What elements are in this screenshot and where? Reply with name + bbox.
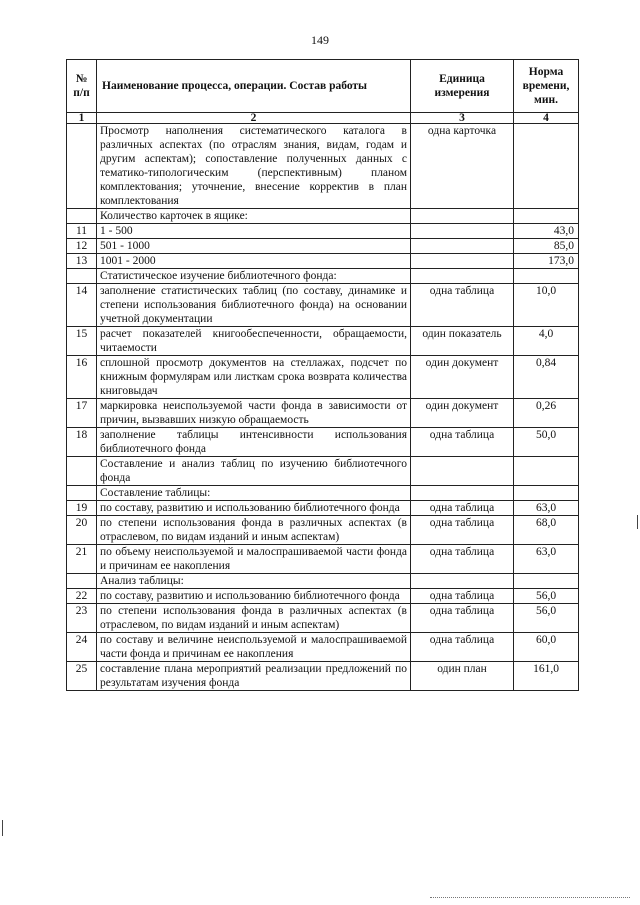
row-process-name: Анализ таблицы: (97, 574, 411, 589)
row-unit: одна таблица (411, 516, 514, 545)
margin-mark (637, 515, 638, 529)
row-unit: одна таблица (411, 633, 514, 662)
table-row (67, 428, 579, 457)
row-unit (411, 209, 514, 224)
row-process-name: 501 - 1000 (97, 239, 411, 254)
row-number: 11 (67, 224, 97, 239)
row-unit: один документ (411, 399, 514, 428)
row-number: 17 (67, 399, 97, 428)
column-number-2: 2 (97, 113, 411, 124)
row-process-name: сплошной просмотр документов на стеллажах, подсчет по книжным формулярам или листкам срока возврата количества книговыдач (97, 356, 411, 399)
table-row (67, 284, 579, 327)
header-number: № п/п (67, 60, 97, 113)
table-row (67, 356, 579, 399)
row-unit (411, 486, 514, 501)
row-time-norm: 85,0 (514, 239, 579, 254)
row-unit (411, 457, 514, 486)
row-number (67, 209, 97, 224)
row-time-norm (514, 124, 579, 209)
row-time-norm: 68,0 (514, 516, 579, 545)
row-time-norm (514, 269, 579, 284)
time-norms-table (66, 59, 579, 691)
row-number (67, 124, 97, 209)
row-process-name: расчет показателей книгообеспеченности, обращаемости, читаемости (97, 327, 411, 356)
row-number: 13 (67, 254, 97, 269)
header-unit: Единица измерения (411, 60, 514, 113)
row-process-name: Количество карточек в ящике: (97, 209, 411, 224)
row-time-norm: 0,26 (514, 399, 579, 428)
row-unit (411, 574, 514, 589)
row-time-norm: 43,0 (514, 224, 579, 239)
row-process-name: составление плана мероприятий реализации предложений по результатам изучения фонда (97, 662, 411, 691)
row-number: 20 (67, 516, 97, 545)
table-section-row (67, 486, 579, 501)
row-process-name: Статистическое изучение библиотечного фонда: (97, 269, 411, 284)
row-time-norm (514, 574, 579, 589)
table-row (67, 327, 579, 356)
header-process-name: Наименование процесса, операции. Состав работы (97, 60, 411, 113)
row-process-name: по составу, развитию и использованию библиотечного фонда (97, 589, 411, 604)
table-row (67, 633, 579, 662)
row-time-norm (514, 209, 579, 224)
row-unit (411, 239, 514, 254)
scan-edge (430, 897, 630, 899)
row-process-name: Составление таблицы: (97, 486, 411, 501)
row-time-norm: 56,0 (514, 589, 579, 604)
row-unit: один план (411, 662, 514, 691)
row-number: 15 (67, 327, 97, 356)
column-number-3: 3 (411, 113, 514, 124)
row-process-name: заполнение статистических таблиц (по составу, динамике и степени использования библиотечного фонда) на основании учетной документации (97, 284, 411, 327)
table-row (67, 239, 579, 254)
row-number (67, 457, 97, 486)
row-process-name: маркировка неиспользуемой части фонда в зависимости от причин, вызвавших низкую обращаемость (97, 399, 411, 428)
column-number-4: 4 (514, 113, 579, 124)
row-process-name: по объему неиспользуемой и малоспрашиваемой части фонда и причинам ее накопления (97, 545, 411, 574)
row-time-norm: 10,0 (514, 284, 579, 327)
row-unit: одна таблица (411, 604, 514, 633)
row-process-name: по составу, развитию и использованию библиотечного фонда (97, 501, 411, 516)
row-time-norm: 50,0 (514, 428, 579, 457)
row-time-norm: 0,84 (514, 356, 579, 399)
row-number: 25 (67, 662, 97, 691)
row-unit: одна таблица (411, 501, 514, 516)
table-section-row (67, 574, 579, 589)
row-time-norm: 161,0 (514, 662, 579, 691)
row-time-norm: 4,0 (514, 327, 579, 356)
table-row (67, 662, 579, 691)
table-row (67, 501, 579, 516)
row-time-norm: 56,0 (514, 604, 579, 633)
table-row (67, 604, 579, 633)
table-row (67, 516, 579, 545)
row-unit: одна таблица (411, 589, 514, 604)
table-row (67, 224, 579, 239)
row-number: 19 (67, 501, 97, 516)
row-number (67, 486, 97, 501)
row-unit (411, 254, 514, 269)
row-time-norm (514, 457, 579, 486)
row-unit (411, 269, 514, 284)
row-number: 12 (67, 239, 97, 254)
row-time-norm: 63,0 (514, 501, 579, 516)
row-number: 24 (67, 633, 97, 662)
row-unit: одна таблица (411, 284, 514, 327)
table-column-number-row (67, 113, 579, 124)
table-section-row (67, 269, 579, 284)
table-section-row (67, 457, 579, 486)
table-section-row (67, 209, 579, 224)
row-time-norm: 63,0 (514, 545, 579, 574)
row-number: 21 (67, 545, 97, 574)
row-number (67, 574, 97, 589)
table-row (67, 589, 579, 604)
header-time-norm: Норма времени, мин. (514, 60, 579, 113)
row-number (67, 269, 97, 284)
row-number: 23 (67, 604, 97, 633)
row-process-name: по степени использования фонда в различных аспектах (в отраслевом, по видам изданий и иным аспектам) (97, 516, 411, 545)
row-process-name: по составу и величине неиспользуемой и малоспрашиваемой части фонда и причинам ее накопления (97, 633, 411, 662)
row-number: 22 (67, 589, 97, 604)
row-unit: одна таблица (411, 428, 514, 457)
row-process-name: 1001 - 2000 (97, 254, 411, 269)
row-unit (411, 224, 514, 239)
row-number: 14 (67, 284, 97, 327)
row-process-name: заполнение таблицы интенсивности использования библиотечного фонда (97, 428, 411, 457)
row-time-norm: 60,0 (514, 633, 579, 662)
table-row (67, 254, 579, 269)
table-header-row (67, 60, 579, 113)
table-row (67, 545, 579, 574)
row-time-norm (514, 486, 579, 501)
row-unit: один документ (411, 356, 514, 399)
row-number: 18 (67, 428, 97, 457)
row-process-name: по степени использования фонда в различных аспектах (в отраслевом, по видам изданий и иным аспектам) (97, 604, 411, 633)
row-time-norm: 173,0 (514, 254, 579, 269)
table-row (67, 399, 579, 428)
row-process-name: Просмотр наполнения систематического каталога в различных аспектах (по отраслям знания, видам, годам и другим аспектам); сопоставление полученных данных с тематико-типологическим (перспективным) планом комплектования; уточнение, внесение корректив в план комплектования (97, 124, 411, 209)
table-body (67, 124, 579, 691)
table-row (67, 124, 579, 209)
page-number: 149 (311, 33, 329, 47)
margin-mark (2, 820, 3, 836)
row-process-name: 1 - 500 (97, 224, 411, 239)
row-unit: один показатель (411, 327, 514, 356)
row-process-name: Составление и анализ таблиц по изучению библиотечного фонда (97, 457, 411, 486)
column-number-1: 1 (67, 113, 97, 124)
row-number: 16 (67, 356, 97, 399)
row-unit: одна таблица (411, 545, 514, 574)
row-unit: одна карточка (411, 124, 514, 209)
